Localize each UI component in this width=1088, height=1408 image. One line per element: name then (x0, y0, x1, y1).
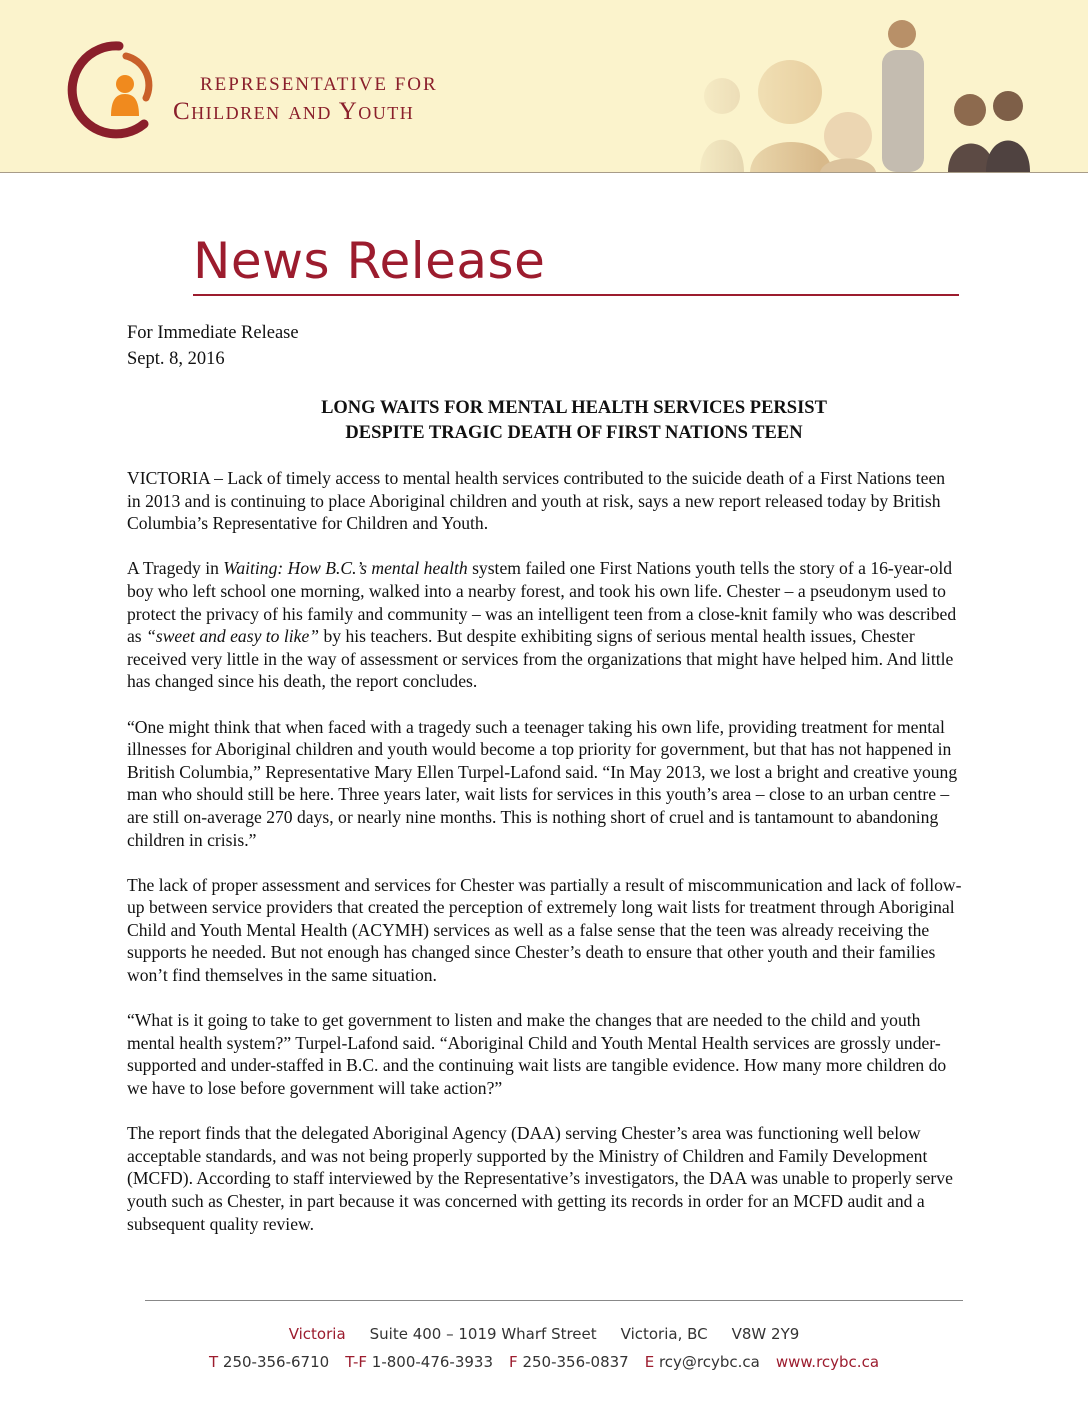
teacher-quote-italic: “sweet and easy to like” (146, 626, 320, 647)
website-link[interactable]: www.rcybc.ca (775, 1353, 880, 1371)
paragraph-2-text-a: A Tragedy in (127, 558, 224, 579)
headline (127, 396, 1023, 446)
phone-number: 250-356-6710 (222, 1353, 330, 1371)
paragraph-2 (127, 557, 963, 693)
headline-line2: DESPITE TRAGIC DEATH OF FIRST NATIONS TEEN (345, 423, 803, 443)
rcy-logo (64, 40, 158, 140)
release-date: Sept. 8, 2016 (127, 349, 225, 369)
report-title-italic: Waiting: How B.C.’s mental health (223, 558, 468, 579)
footer-city-label: Victoria (288, 1325, 346, 1343)
footer-street: Suite 400 – 1019 Wharf Street (369, 1325, 597, 1343)
release-info (127, 320, 299, 372)
children-photo-collage (680, 14, 1080, 172)
tollfree-number: 1-800-476-3933 (371, 1353, 494, 1371)
footer-postal: V8W 2Y9 (731, 1325, 800, 1343)
paragraph-2-text-b: system failed one First Nations youth tells the story of a 16-year-old boy who left school one morning, walked into a nearby forest, and took his own life. Chester – a pseudonym used to protect the privacy of his family and community – was an intelligent teen from a close-knit family who was described as (127, 558, 957, 647)
paragraph-3: “One might think that when faced with a tragedy such a teenager taking his own life, providing treatment for mental illnesses for Aboriginal children and youth would become a top priority for government, but that has not happened in British Columbia,” Representative Mary Ellen Turpel-Lafond said. “In May 2013, we lost a bright and creative young man who should still be here. Three years later, wait lists for services in this youth’s area – close to an urban centre – are still on-average 270 days, or nearly nine months. This is nothing short of cruel and is tantamount to abandoning children in crisis.” (127, 716, 958, 850)
news-release-title: News Release (193, 232, 546, 290)
paragraph-5: “What is it going to take to get government to listen and make the changes that are needed to the child and youth mental health system?” Turpel-Lafond said. “Aboriginal Child and Youth Mental Health services are grossly under-supported and under-staffed in B.C. and the continuing wait lists are tangible evidence. How many more children do we have to lose before government will take action?” (127, 1010, 947, 1099)
tollfree-label: T-F (345, 1353, 368, 1371)
paragraph-1: VICTORIA – Lack of timely access to mental health services contributed to the suicide death of a First Nations teen in 2013 and is continuing to place Aboriginal children and youth at risk, says a new report released today by British Columbia’s Representative for Children and Youth. (127, 468, 946, 534)
footer-address (0, 1325, 1088, 1343)
footer-city-prov: Victoria, BC (620, 1325, 708, 1343)
letterhead (0, 0, 1088, 173)
title-divider (193, 294, 959, 296)
paragraph-2-text-c: by his teachers. But despite exhibiting signs of serious mental health issues, Chester received very little in the way of assessment or services from the organizations that might have helped him. And little has changed since his death, the report concludes. (127, 626, 954, 692)
article-body (127, 467, 963, 1258)
headline-line1: LONG WAITS FOR MENTAL HEALTH SERVICES PERSIST (321, 398, 827, 418)
org-name-line1: REPRESENTATIVE FOR (200, 74, 438, 95)
paragraph-6: The report finds that the delegated Aboriginal Agency (DAA) serving Chester’s area was functioning well below acceptable standards, and was not being properly supported by the Ministry of Children and Family Development (MCFD). According to staff interviewed by the Representative’s investigators, the DAA was unable to properly serve youth such as Chester, in part because it was concerned with getting its records in order for an MCFD audit and a subsequent quality review. (127, 1123, 953, 1234)
footer-divider (145, 1300, 963, 1301)
fax-number: 250-356-0837 (522, 1353, 629, 1371)
phone-label: T (208, 1353, 219, 1371)
email-link[interactable]: rcy@rcybc.ca (658, 1353, 760, 1371)
org-name-line2: Children and Youth (173, 98, 415, 125)
paragraph-4: The lack of proper assessment and services for Chester was partially a result of miscommunication and lack of follow-up between service providers that created the perception of extremely long wait lists for treatment through Aboriginal Child and Youth Mental Health (ACYMH) services as well as a false sense that the teen was already receiving the supports he needed. But not enough has changed since Chester’s death to ensure that other youth and their families won’t find themselves in the same situation. (127, 874, 962, 986)
release-type: For Immediate Release (127, 323, 299, 343)
footer-contact (0, 1353, 1088, 1371)
fax-label: F (509, 1353, 518, 1371)
email-label: E (644, 1353, 655, 1371)
